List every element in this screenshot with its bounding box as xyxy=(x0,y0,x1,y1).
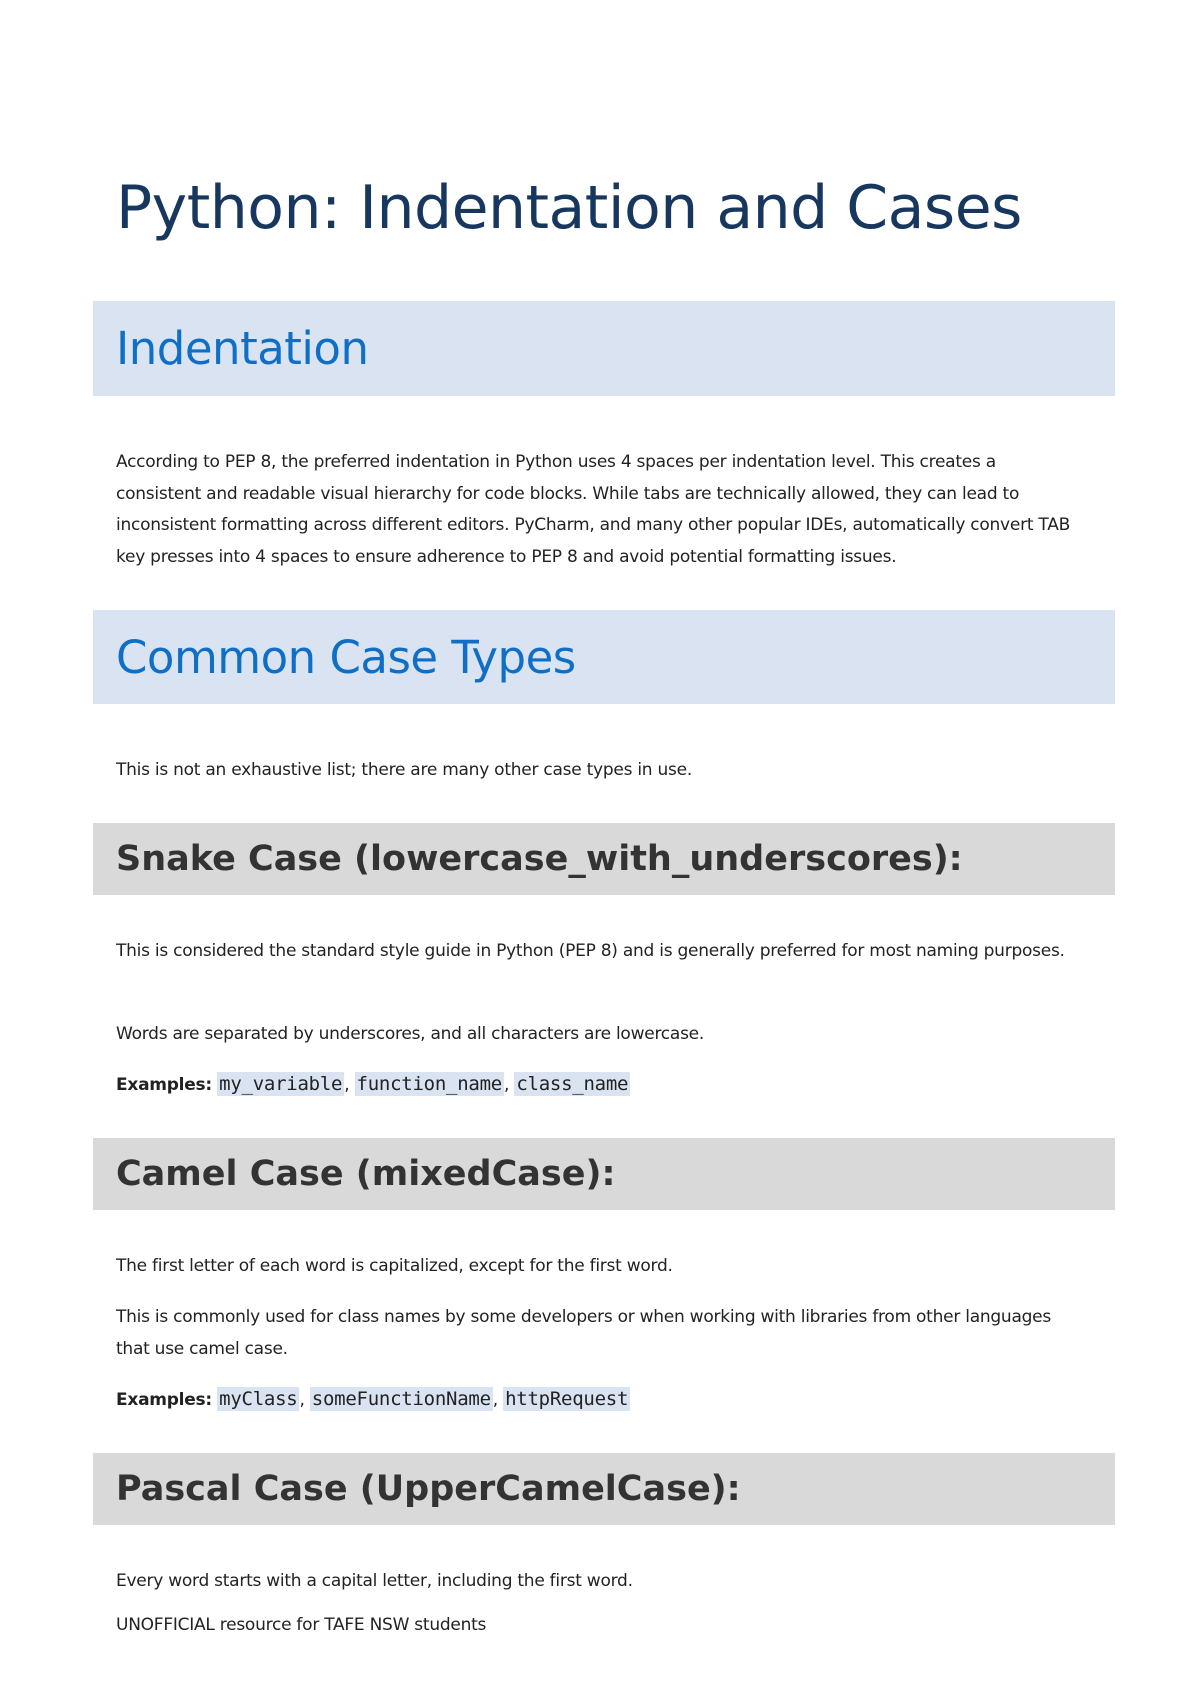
indentation-heading-band xyxy=(93,301,1115,396)
snake-case-paragraph-2: Words are separated by underscores, and all characters are lowercase. xyxy=(116,1024,705,1044)
camel-case-examples: Examples: myClass , someFunctionName , httpRequest xyxy=(116,1388,629,1410)
examples-label: Examples: xyxy=(116,1075,212,1095)
page-footer: UNOFFICIAL resource for TAFE NSW students xyxy=(116,1615,487,1635)
page-title: Python: Indentation and Cases xyxy=(116,173,1022,243)
snake-case-examples: Examples: my_variable , function_name , class_name xyxy=(116,1073,629,1095)
snake-case-heading-band xyxy=(93,823,1115,895)
camel-case-heading: Camel Case (mixedCase): xyxy=(116,1154,616,1194)
case-types-intro: This is not an exhaustive list; there are many other case types in use. xyxy=(116,760,692,780)
pascal-case-paragraph-1: Every word starts with a capital letter, including the first word. xyxy=(116,1571,633,1591)
code-example: my_variable xyxy=(219,1073,343,1095)
pascal-case-heading-band xyxy=(93,1453,1115,1525)
camel-case-heading-band xyxy=(93,1138,1115,1210)
camel-case-paragraph-1: The first letter of each word is capitalized, except for the first word. xyxy=(116,1256,673,1276)
code-example: myClass xyxy=(219,1388,298,1410)
indentation-heading: Indentation xyxy=(116,322,369,375)
case-types-heading-band xyxy=(93,610,1115,704)
pascal-case-heading: Pascal Case (UpperCamelCase): xyxy=(116,1469,741,1509)
examples-label: Examples: xyxy=(116,1390,212,1410)
camel-case-paragraph-2: This is commonly used for class names by some developers or when working with libraries from other languages that use camel case. xyxy=(116,1307,1051,1359)
code-example: function_name xyxy=(356,1073,502,1095)
indentation-paragraph: According to PEP 8, the preferred indentation in Python uses 4 spaces per indentation level. This creates a consistent and readable visual hierarchy for code blocks. While tabs are technically allowed, they can lead to inconsistent formatting across different editors. PyCharm, and many other popular IDEs, automatically convert TAB key presses into 4 spaces to ensure adherence to PEP 8 and avoid potential formatting issues. xyxy=(116,452,1070,567)
code-example: class_name xyxy=(516,1073,629,1095)
case-types-heading: Common Case Types xyxy=(116,630,576,684)
code-example: someFunctionName xyxy=(311,1388,491,1410)
snake-case-heading: Snake Case (lowercase_with_underscores): xyxy=(116,839,963,879)
snake-case-paragraph-1: This is considered the standard style guide in Python (PEP 8) and is generally preferred for most naming purposes. xyxy=(116,941,1065,961)
code-example: httpRequest xyxy=(505,1388,629,1410)
